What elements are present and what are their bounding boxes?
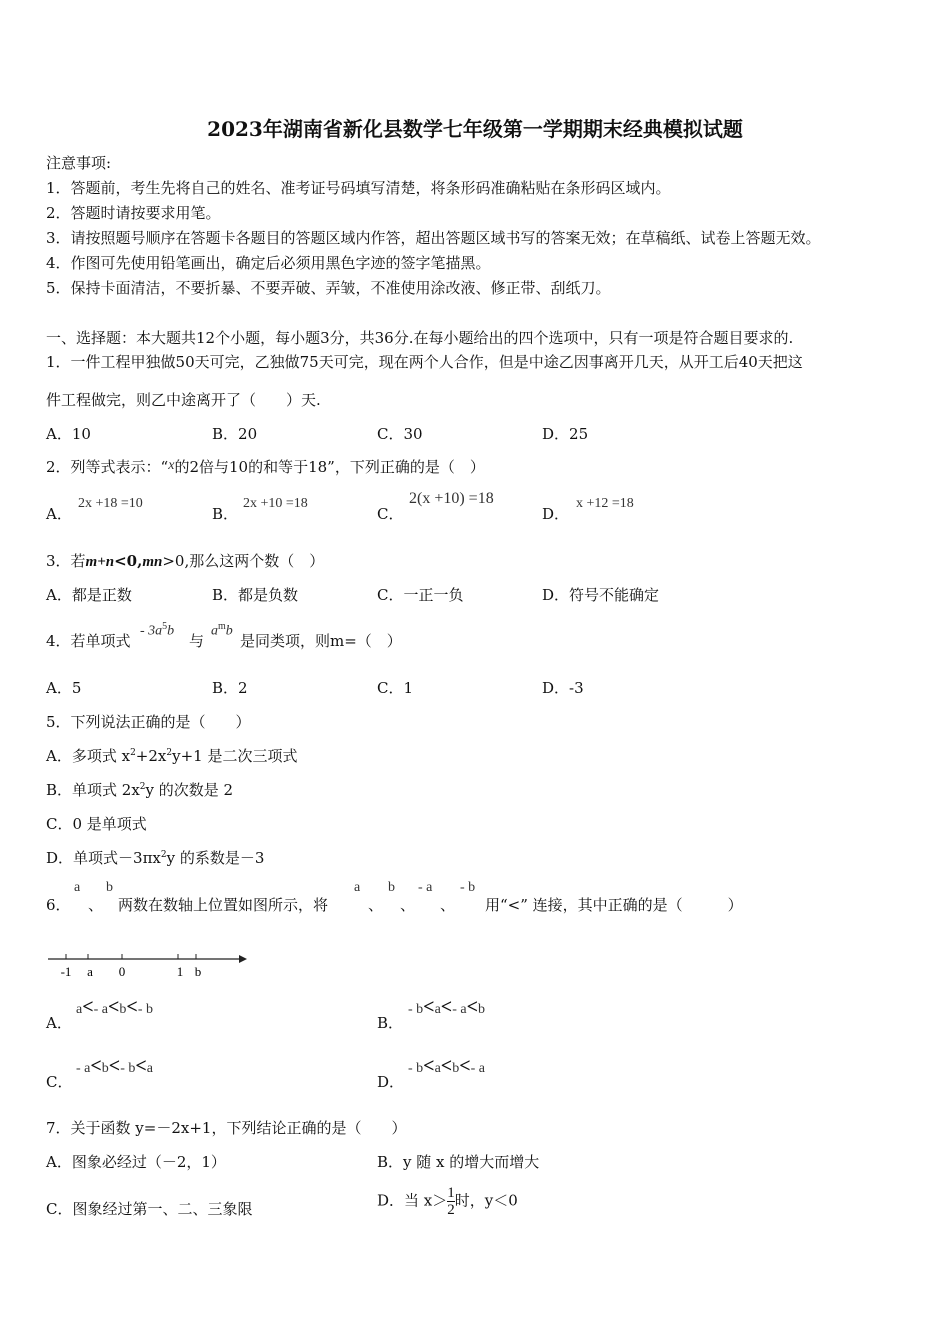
notice-item: 4．作图可先使用铅笔画出，确定后必须用黑色字迹的签字笔描黑。: [46, 254, 491, 272]
q1-stem-line1: 1．一件工程甲独做50天可完，乙独做75天可完，现在两个人合作，但是中途乙因事离开几天，从开工后40天把这: [46, 353, 803, 371]
q2-option-a-label: A．: [46, 505, 72, 523]
q6-option-c-label: C．: [46, 1073, 73, 1091]
q7-option-b: B．y 随 x 的增大而增大: [377, 1153, 540, 1171]
q6-term-sep: 、: [400, 896, 416, 914]
notice-item: 5．保持卡面清洁，不要折暴、不要弄破、弄皱，不准使用涂改液、修正带、刮纸刀。: [46, 279, 611, 297]
q2-option-d-formula: x +12 =18: [576, 496, 634, 511]
fraction-one-half: $\frac{1}{2}$: [447, 1185, 455, 1218]
q2-option-c-formula: 2(x +10) =18: [409, 490, 494, 507]
axis-label-zero: 0: [118, 964, 126, 979]
q6-option-a-label: A．: [46, 1014, 72, 1032]
q6-option-b-label: B．: [377, 1014, 404, 1032]
q5-option-a: A．多项式 $x^2+2x^2y+1$ 是二次三项式: [46, 747, 298, 765]
q4-option-c: C．1: [377, 679, 414, 697]
q6-option-d-label: D．: [377, 1073, 405, 1091]
q6-term: - a: [418, 880, 433, 895]
axis-label-a: a: [87, 964, 93, 979]
q6-option-a-order: a<- a<b<- b: [76, 996, 153, 1018]
number-line-arrow: [239, 955, 247, 963]
q2-option-c-label: C．: [377, 505, 404, 523]
q5-option-c: C．0 是单项式: [46, 815, 147, 833]
q6-var-b: b: [106, 880, 113, 895]
q6-number: 6．: [46, 896, 71, 914]
q6-term: - b: [460, 880, 476, 895]
q2-option-b-formula: 2x +10 =18: [243, 496, 308, 511]
q6-option-d-order: - b<a<b<- a: [408, 1055, 485, 1077]
q4-option-d: D．-3: [542, 679, 584, 697]
q6-term: b: [388, 880, 395, 895]
q5-option-b: B．单项式 $2x^2y$ 的次数是 2: [46, 781, 234, 799]
q4-stem-mid: 与: [189, 632, 205, 650]
section-heading: 一、选择题：本大题共12个小题，每小题3分，共36分.在每小题给出的四个选项中，只有一项是符合题目要求的.: [46, 329, 794, 347]
q3-option-d: D．符号不能确定: [542, 586, 660, 604]
q6-var-a: a: [74, 880, 81, 895]
q4-stem-lead: 4．若单项式: [46, 632, 131, 650]
q6-term-sep: 、: [368, 896, 384, 914]
q2-stem: 2．列等式表示：“x的2倍与10的和等于18”，下列正确的是（ ）: [46, 458, 485, 476]
q6-separator: 、: [88, 896, 104, 914]
q3-stem: 3．若m+n<0,mn>0,那么这两个数（ ）: [46, 552, 325, 570]
q1-stem-line2: 件工程做完，则乙中途离开了（ ）天.: [46, 391, 321, 409]
axis-label-minus-one: -1: [60, 964, 72, 979]
q6-stem-mid: 两数在数轴上位置如图所示，将: [118, 896, 329, 914]
q1-option-a: A．10: [46, 425, 91, 443]
q1-option-c: C．30: [377, 425, 423, 443]
q6-stem-tail: 用“<” 连接，其中正确的是（ ）: [485, 896, 743, 914]
q6-term: a: [354, 880, 361, 895]
q1-option-b: B．20: [212, 425, 258, 443]
q7-option-c: C．图象经过第一、二、三象限: [46, 1200, 253, 1218]
q4-stem-tail: 是同类项，则m=（ ）: [240, 632, 402, 650]
q4-option-a: A．5: [46, 679, 82, 697]
notice-item: 3．请按照题号顺序在答题卡各题目的答题区域内作答，超出答题区域书写的答案无效；在草稿纸、试卷上答题无效。: [46, 229, 821, 247]
q2-option-a-formula: 2x +18 =10: [78, 496, 143, 511]
q6-option-c-order: - a<b<- b<a: [76, 1055, 153, 1077]
axis-label-one: 1: [176, 964, 184, 979]
q6-term-sep: 、: [440, 896, 456, 914]
q3-option-b: B．都是负数: [212, 586, 299, 604]
q7-option-d: D．当 x＞ $\frac{1}{2}$ 时，y＜0: [377, 1185, 518, 1218]
q7-option-a: A．图象必经过（－2，1）: [46, 1153, 226, 1171]
q4-option-b: B．2: [212, 679, 248, 697]
q3-option-a: A．都是正数: [46, 586, 132, 604]
q4-monomial-1: - $3a^5b$: [140, 621, 175, 639]
q4-monomial-2: $a^mb$: [211, 621, 233, 639]
notice-item: 2．答题时请按要求用笔。: [46, 204, 221, 222]
axis-label-b: b: [194, 964, 202, 979]
q5-option-d: D．单项式$-3\pi x^2y$ 的系数是－3: [46, 849, 265, 867]
q6-option-b-order: - b<a<- a<b: [408, 996, 485, 1018]
q3-option-c: C．一正一负: [377, 586, 464, 604]
number-line-figure: [44, 948, 254, 984]
q1-option-d: D．25: [542, 425, 589, 443]
q2-option-b-label: B．: [212, 505, 239, 523]
page-title: 2023年湖南省新化县数学七年级第一学期期末经典模拟试题: [207, 117, 743, 141]
q2-option-d-label: D．: [542, 505, 570, 523]
q7-stem: 7．关于函数 y=－2x+1，下列结论正确的是（ ）: [46, 1119, 407, 1137]
notice-item: 1．答题前，考生先将自己的姓名、准考证号码填写清楚，将条形码准确粘贴在条形码区域内。: [46, 179, 671, 197]
q5-stem: 5．下列说法正确的是（ ）: [46, 713, 251, 731]
notice-heading: 注意事项:: [46, 154, 112, 172]
